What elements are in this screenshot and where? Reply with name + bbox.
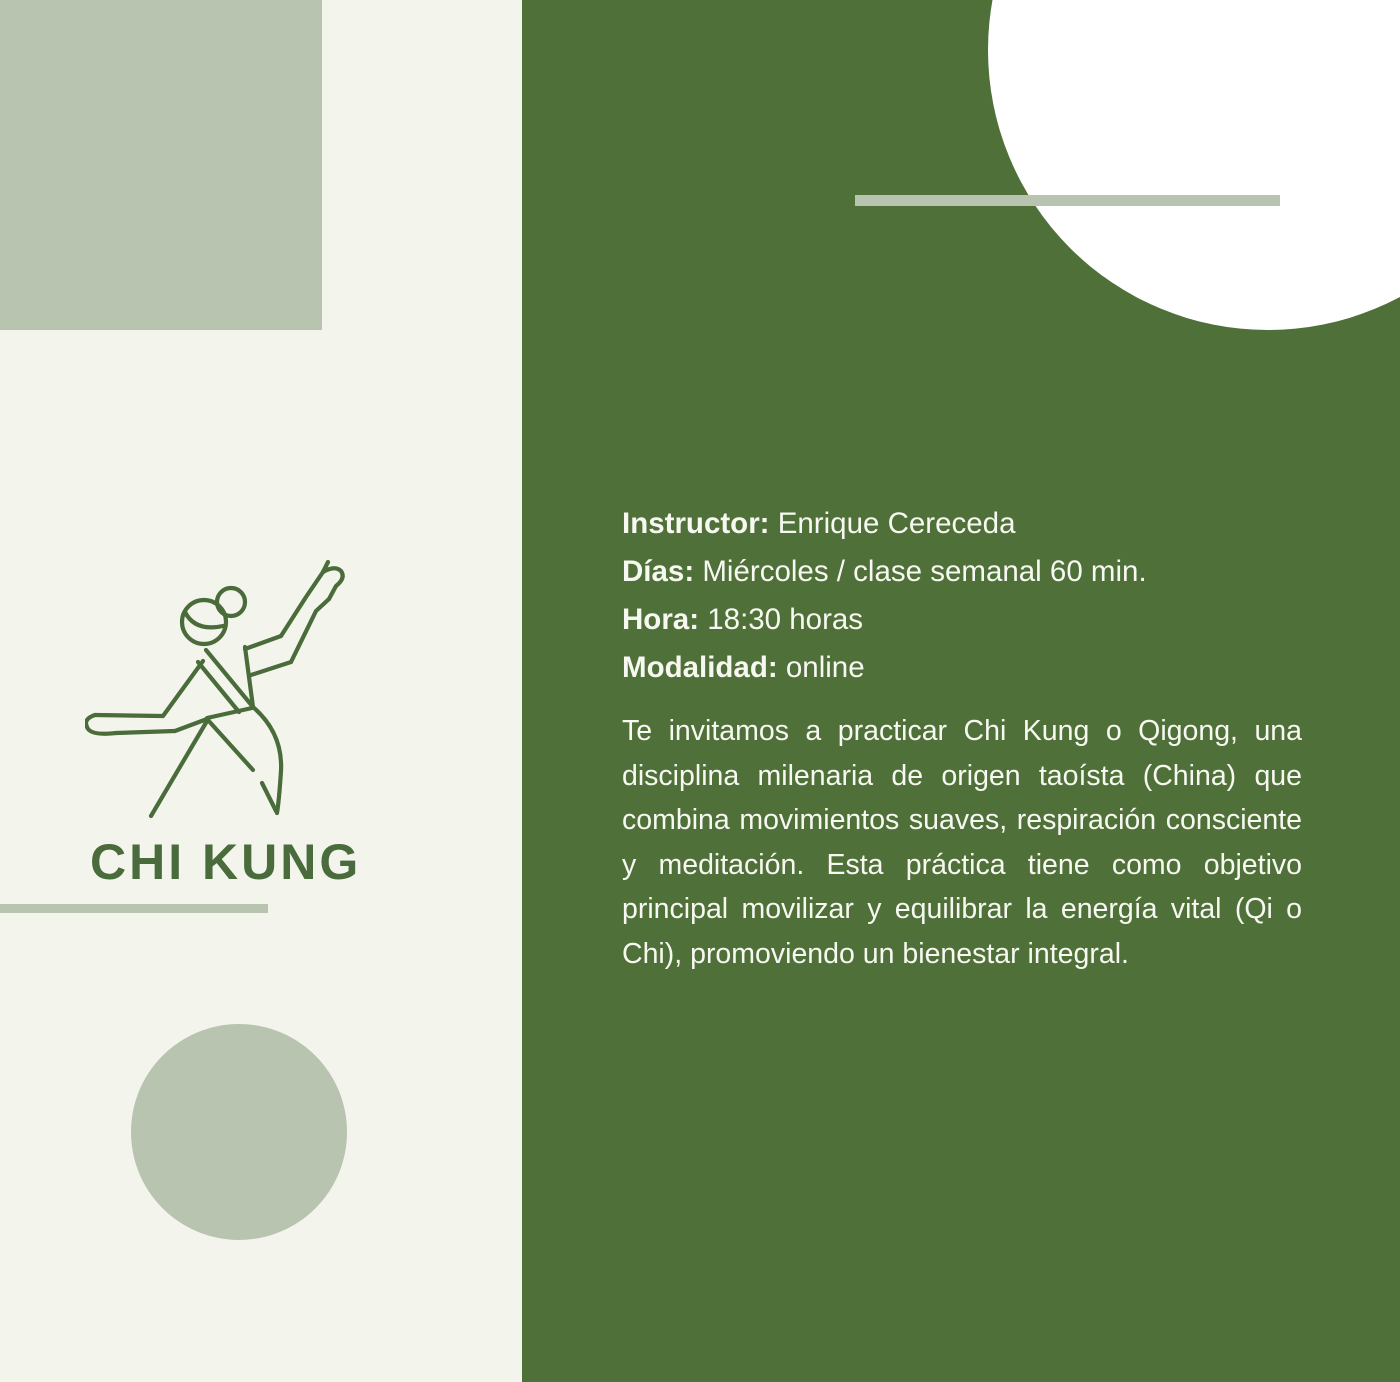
accent-line-top (855, 195, 1280, 206)
accent-circle-bottom (131, 1024, 347, 1240)
info-label-instructor: Instructor: (622, 507, 770, 540)
info-label-dias: Días: (622, 555, 695, 588)
info-value-modalidad: online (785, 651, 865, 684)
qigong-figure-icon (85, 555, 365, 835)
description-paragraph: Te invitamos a practicar Chi Kung o Qigong, una disciplina milenaria de origen taoísta (China) que combina movimientos suaves, respiración consciente y meditación. Esta práctica tiene como objetivo principal movilizar y equilibrar la energía vital (Qi o Chi), promoviendo un bienestar integral. (622, 715, 1302, 970)
info-label-modalidad: Modalidad: (622, 651, 778, 684)
page-title: CHI KUNG (90, 834, 362, 890)
info-value-dias: Miércoles / clase semanal 60 min. (702, 555, 1147, 588)
info-value-instructor: Enrique Cereceda (777, 507, 1016, 540)
info-field-hora (622, 596, 1302, 644)
info-field-instructor (622, 500, 1302, 548)
accent-square (0, 0, 322, 330)
info-value-hora: 18:30 horas (707, 603, 864, 636)
info-field-dias (622, 548, 1302, 596)
qigong-figure-illustration (85, 555, 365, 835)
info-field-modalidad (622, 644, 1302, 692)
class-info-panel (622, 500, 1302, 976)
title-underline-line (0, 904, 268, 913)
info-label-hora: Hora: (622, 603, 700, 636)
